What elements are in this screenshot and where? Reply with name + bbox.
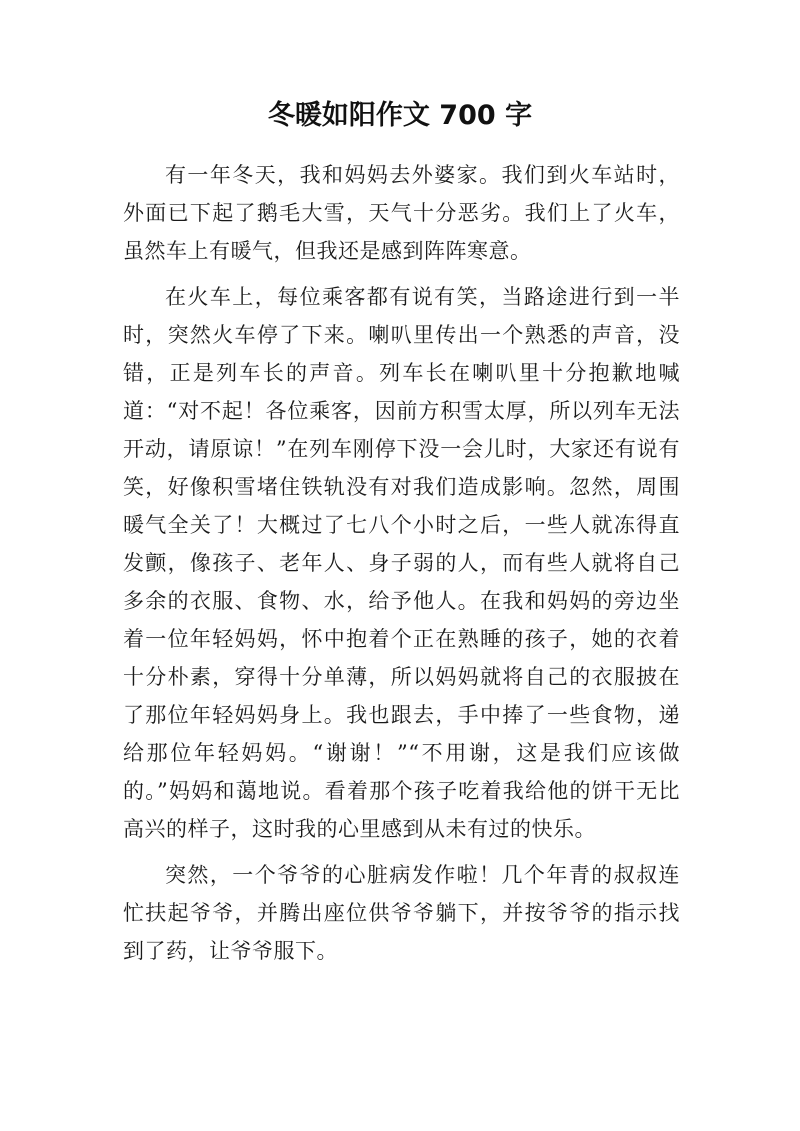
paragraph: 在火车上，每位乘客都有说有笑，当路途进行到一半时，突然火车停了下来。喇叭里传出一个熟悉的声音，没错，正是列车长的声音。列车长在喇叭里十分抱歉地喊道：“对不起！各位乘客，因前方积雪太厚，所以列车无法开动，请原谅！”在列车刚停下没一会儿时，大家还有说有笑，好像积雪堵住铁轨没有对我们造成影响。忽然，周围暖气全关了！大概过了七八个小时之后，一些人就冻得直发颤，像孩子、老年人、身子弱的人，而有些人就将自己多余的衣服、食物、水，给予他人。在我和妈妈的旁边坐着一位年轻妈妈，怀中抱着个正在熟睡的孩子，她的衣着十分朴素，穿得十分单薄，所以妈妈就将自己的衣服披在了那位年轻妈妈身上。我也跟去，手中捧了一些食物，递给那位年轻妈妈。“谢谢！”“不用谢，这是我们应该做的。”妈妈和蔼地说。看着那个孩子吃着我给他的饼干无比高兴的样子，这时我的心里感到从未有过的快乐。 [123, 285, 680, 841]
paragraph: 突然，一个爷爷的心脏病发作啦！几个年青的叔叔连忙扶起爷爷，并腾出座位供爷爷躺下，并按爷爷的指示找到了药，让爷爷服下。 [123, 863, 680, 963]
paragraph: 有一年冬天，我和妈妈去外婆家。我们到火车站时，外面已下起了鹅毛大雪，天气十分恶劣。我们上了火车，虽然车上有暖气，但我还是感到阵阵寒意。 [123, 163, 680, 263]
document-body [123, 156, 680, 978]
document-title: 冬暖如阳作文 700 字 [267, 100, 533, 131]
